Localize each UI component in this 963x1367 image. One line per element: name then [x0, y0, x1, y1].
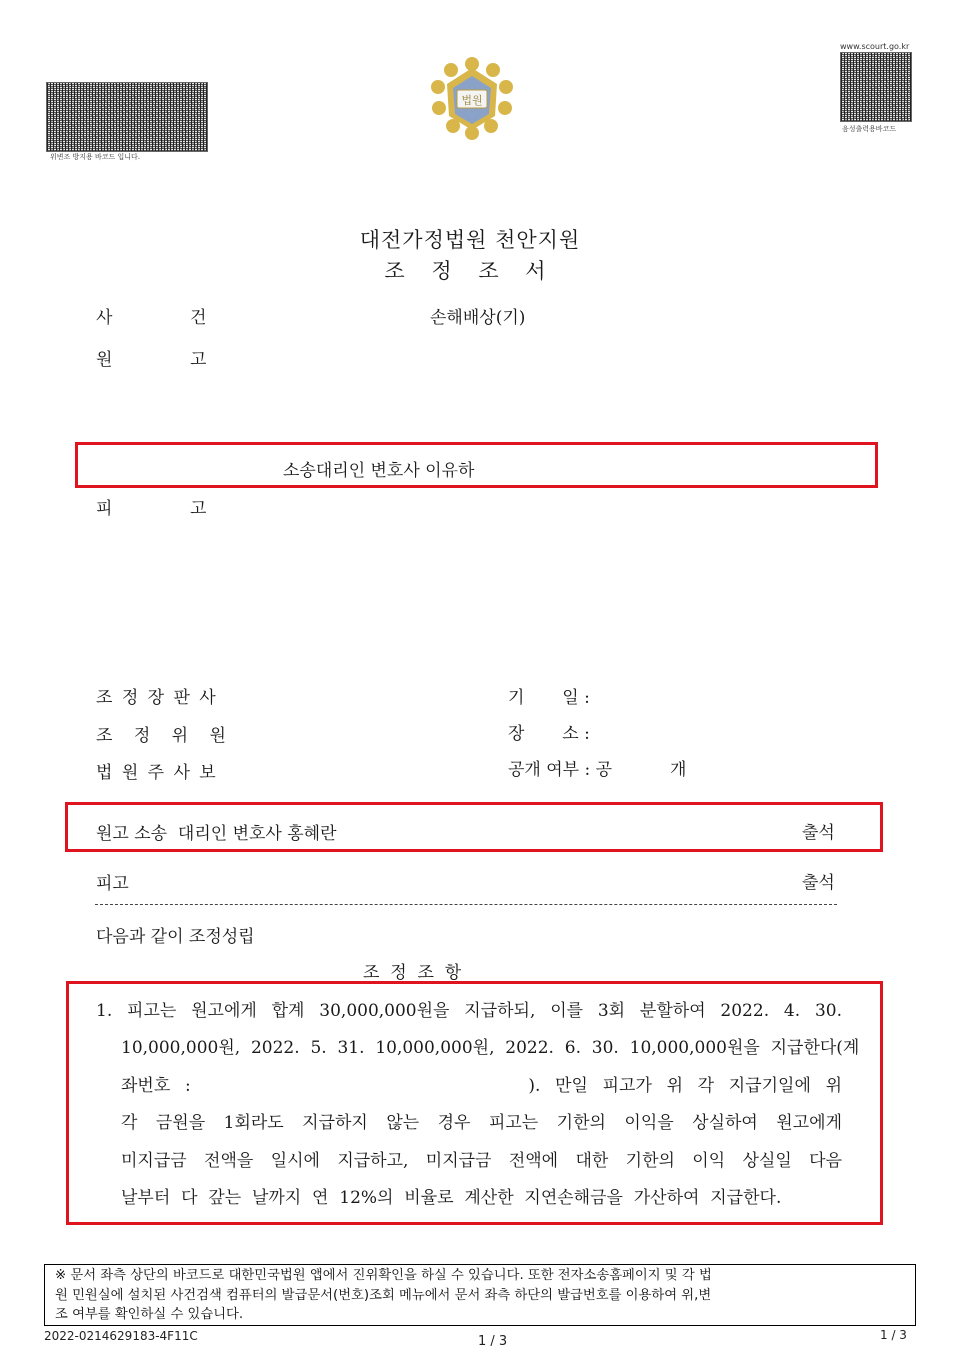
- page-number-right: 1 / 3: [880, 1328, 907, 1342]
- defendant-attendance: 피고: [96, 874, 129, 894]
- clause-line: 각 금원을 1회라도 지급하지 않는 경우 피고는 기한의 이익을 상실하여 원고에게: [121, 1113, 842, 1134]
- clause-line: 10,000,000원, 2022. 5. 31. 10,000,000원, 2022. 6. 30. 10,000,000원을 지급한다(계: [121, 1038, 860, 1059]
- verification-notice: [44, 1264, 916, 1326]
- clerk-label: 법 원 주 사 보: [96, 763, 218, 783]
- audio-output-barcode: [840, 52, 912, 122]
- verification-barcode-caption: 위변조 방지용 바코드 입니다.: [50, 153, 141, 161]
- date-label: 기 일 :: [508, 688, 590, 708]
- clause-line: 미지급금 전액을 일시에 지급하고, 미지급금 전액에 대한 기한의 이익 상실일 다음: [121, 1150, 842, 1171]
- mediation-clause: [96, 993, 860, 1217]
- site-url: www.scourt.go.kr: [840, 42, 910, 51]
- judge-label: 조 정 장 판 사: [96, 688, 218, 708]
- clause-line: 1. 피고는 원고에게 합계 30,000,000원을 지급하되, 이를 3회 분할하여 2022. 4. 30.: [96, 1001, 842, 1021]
- court-seal-icon: [427, 54, 517, 142]
- issue-number: 2022-0214629183-4F11C: [44, 1329, 198, 1343]
- plaintiff-label-a: 원: [96, 350, 113, 370]
- place-label: 장 소 :: [508, 724, 590, 744]
- plaintiff-attendance: 원고 소송 대리인 변호사 홍혜란: [96, 824, 337, 844]
- case-label-a: 사: [96, 308, 113, 328]
- document-title: 조 정 조 서: [384, 259, 556, 283]
- clause-line: 날부터 다 갚는 날까지 연 12%의 비율로 계산한 지연손해금을 가산하여 지급한다.: [121, 1188, 782, 1209]
- notice-line-2: 원 민원실에 설치된 사건검색 컴퓨터의 발급문서(번호)조회 메뉴에서 문서 좌측 하단의 발급번호를 이용하여 위,변: [55, 1287, 712, 1303]
- notice-line-3: 조 여부를 확인하실 수 있습니다.: [55, 1307, 244, 1322]
- mediation-statement: 다음과 같이 조정성립: [96, 927, 255, 947]
- notice-line-1: ※ 문서 좌측 상단의 바코드로 대한민국법원 앱에서 진위확인을 하실 수 있습니다. 또한 전자소송홈페이지 및 각 법: [55, 1268, 712, 1283]
- defendant-attendance-status: 출석: [802, 873, 835, 893]
- committee-label: 조 정 위 원: [96, 726, 234, 746]
- audio-barcode-caption: 음성출력용바코드: [842, 125, 897, 133]
- defendant-label-a: 피: [96, 499, 113, 519]
- court-name: 대전가정법원 천안지원: [359, 228, 581, 252]
- plaintiff-attorney: 소송대리인 변호사 이유하: [283, 461, 475, 481]
- plaintiff-attendance-status: 출석: [802, 823, 835, 843]
- mediation-terms-title: 조 정 조 항: [363, 963, 462, 983]
- clause-line: 좌번호 : ). 만일 피고가 위 각 지급기일에 위: [121, 1075, 842, 1096]
- case-value: 손해배상(기): [430, 308, 526, 328]
- page-number-center: 1 / 3: [478, 1334, 508, 1349]
- verification-barcode: [46, 82, 208, 152]
- plaintiff-attorney-highlight: [75, 442, 878, 488]
- plaintiff-label-b: 고: [190, 350, 207, 370]
- section-divider: [95, 904, 837, 905]
- defendant-label-b: 고: [190, 499, 207, 519]
- public-label: 공개 여부 : 공: [508, 760, 613, 780]
- case-label-b: 건: [190, 308, 207, 328]
- public-value: 개: [670, 760, 687, 780]
- seal-text: 법원: [461, 94, 483, 107]
